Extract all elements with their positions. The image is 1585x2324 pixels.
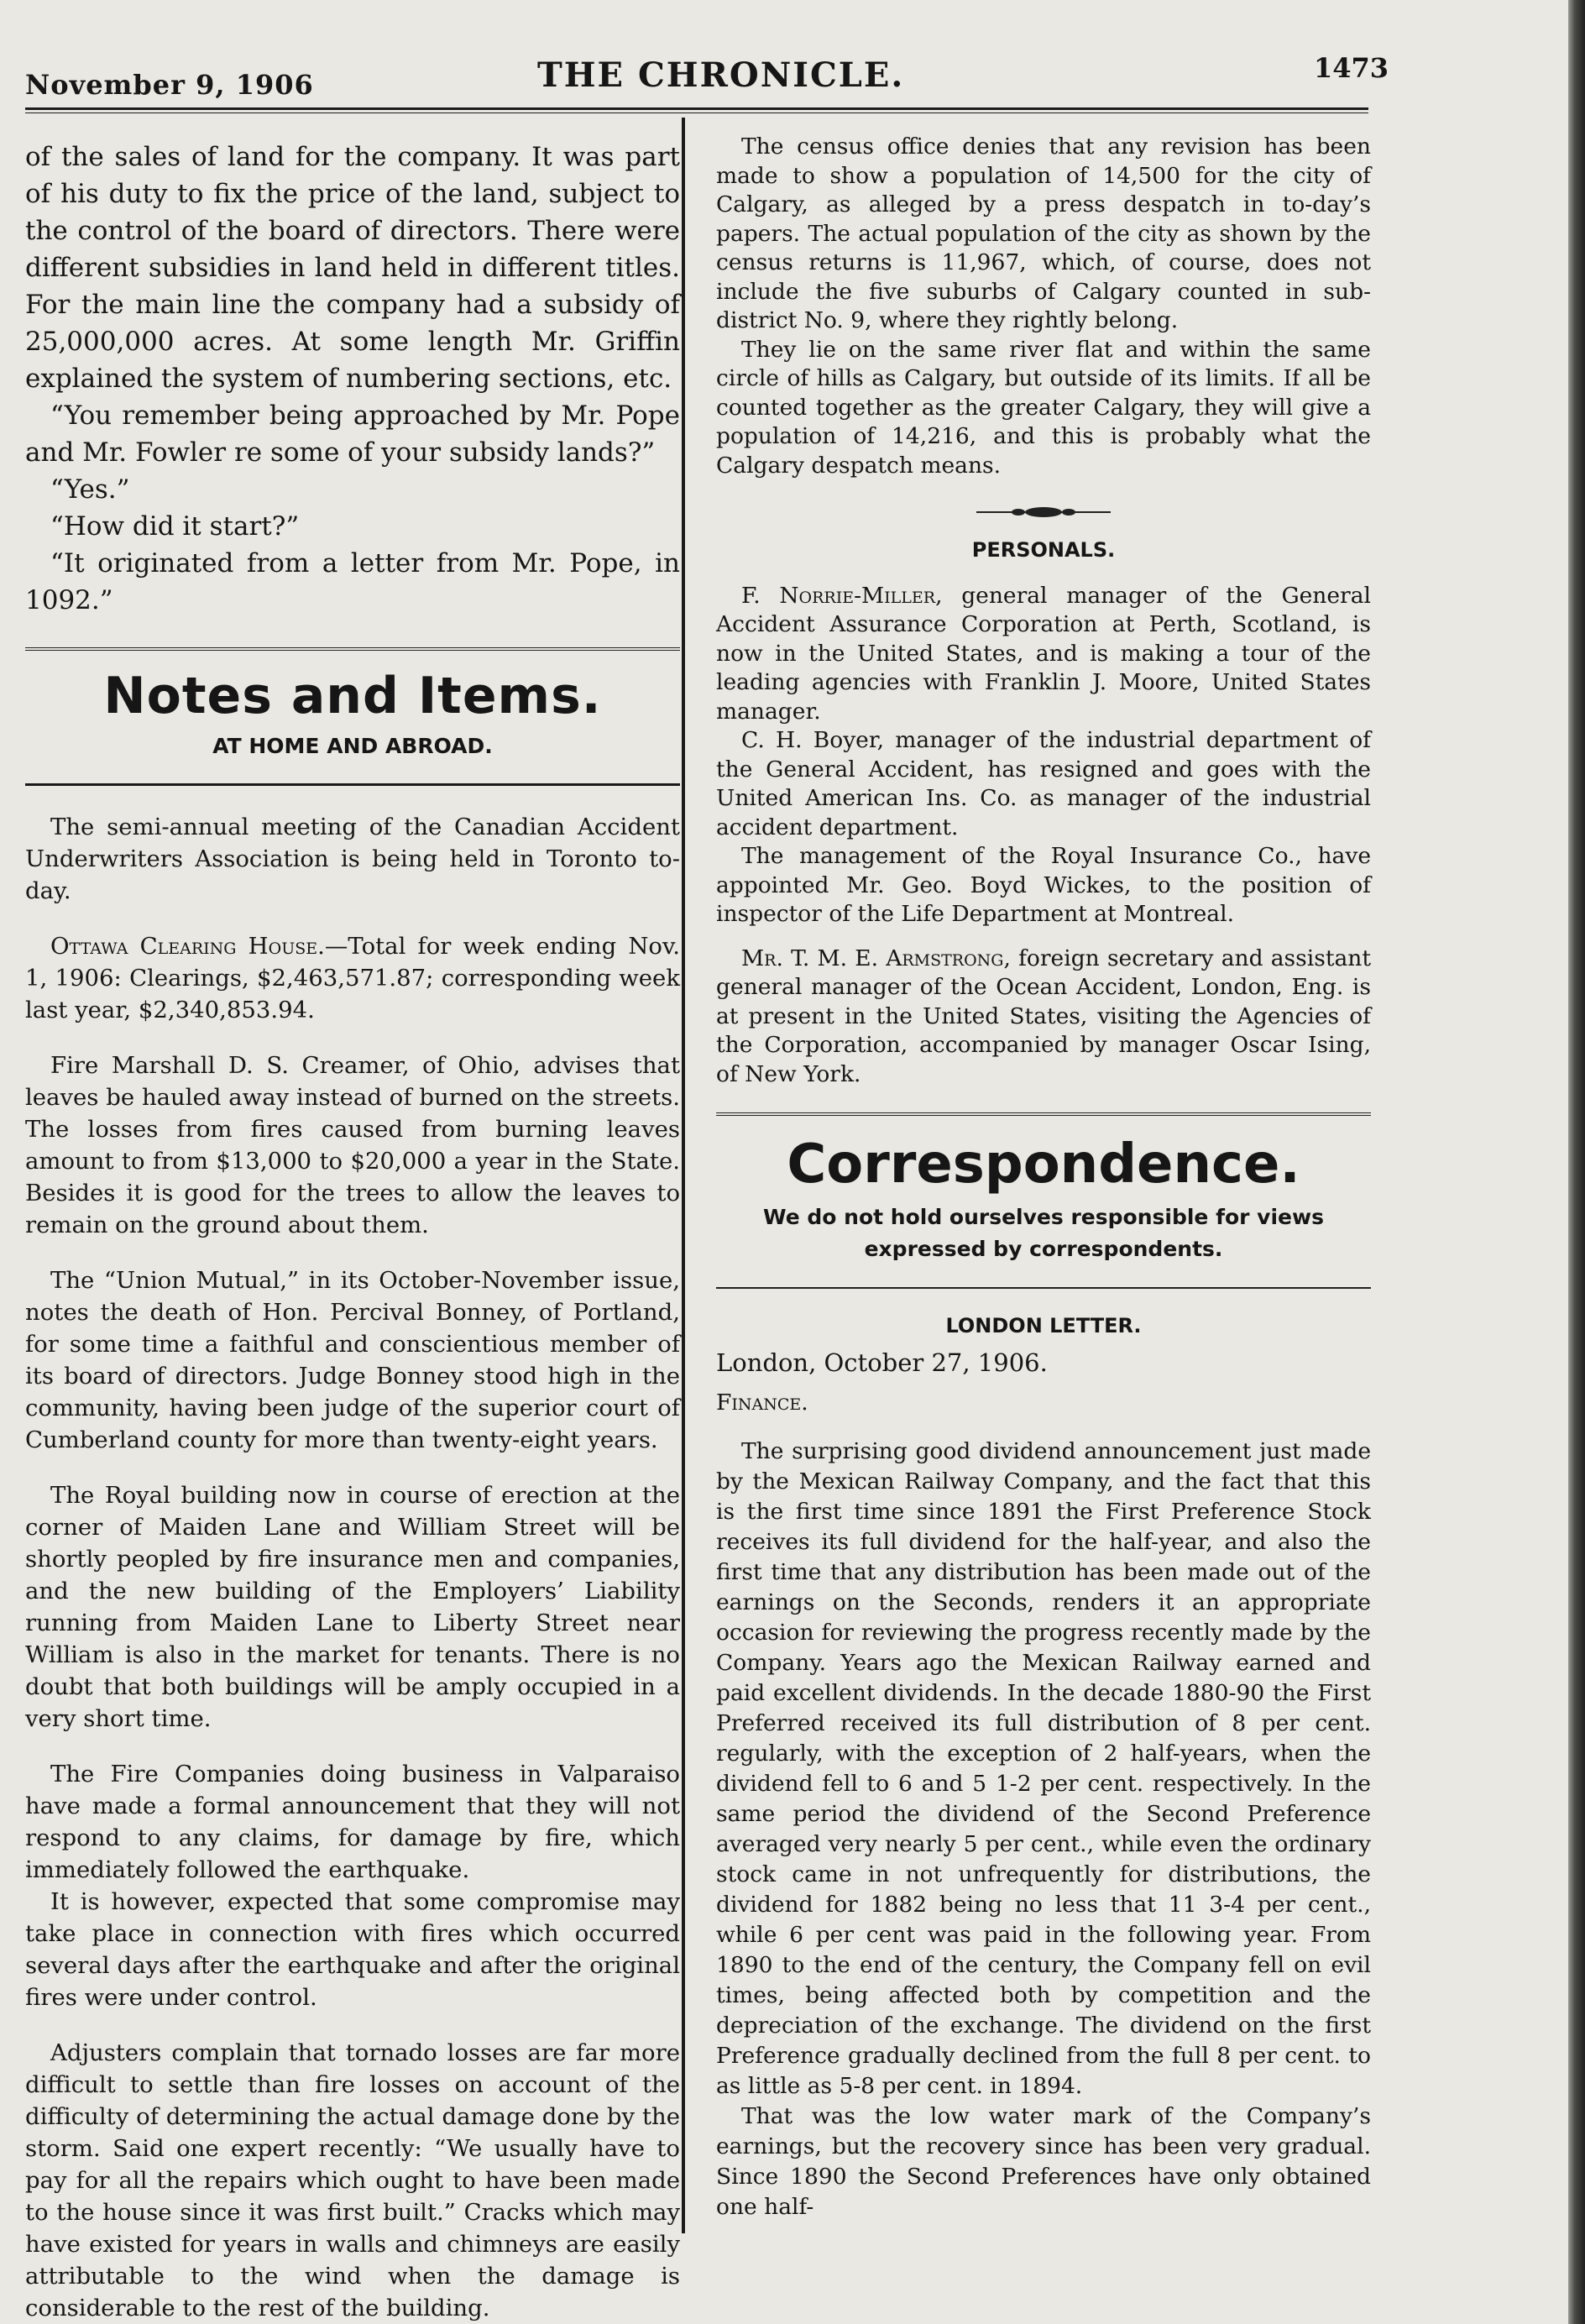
quote-line: “Yes.” [50,474,130,505]
personal-item: C. H. Boyer, manager of the industrial department of the General Accident, has resigned and goes with the United American Ins. Co. as manager of the industrial accident department. [716,727,1371,840]
item-lead: Ottawa Clearing House. [50,933,325,960]
page-edge [1568,0,1585,2324]
news-item [25,930,680,1026]
notes-subheading: AT HOME AND ABROAD. [212,734,493,758]
quote-line: “It originated from a letter from Mr. Pope, in 1092.” [25,548,680,615]
letter-dateline: London, October 27, 1906. [716,1348,1048,1377]
item-lead: Mr. T. M. E. Armstrong, [741,945,1011,971]
news-item: The semi-annual meeting of the Canadian Accident Underwriters Association is being held in Toronto to-day. [25,814,680,904]
news-item: They lie on the same river flat and within the same circle of hills as Calgary, but outside of its limits. If all be counted together as the greater Calgary, they will give a population of 14,216, and this is probably what the Calgary despatch means. [716,336,1371,479]
letter-paragraph: The surprising good dividend announcement just made by the Mexican Railway Company, and the fact that this is the first time since 1891 the First Preference Stock receives its full dividend for the half-year, and also the first time that any distribution has been made out of the earnings on the Seconds, renders it an appropriate occasion for reviewing the progress recently made by the Company. Years ago the Mexican Railway earned and paid excellent dividends. In the decade 1880-90 the First Preferred received its full distribution of 8 per cent. regularly, with the exception of 2 half-years, when the dividend fell to 6 and 5 1-2 per cent. respectively. In the same period the dividend of the Second Preference averaged very nearly 5 per cent., while even the ordinary stock came in not unfrequently for distributions, the dividend for 1882 being no less that 11 3-4 per cent., while 6 per cent was paid in the following year. From 1890 to the end of the century, the Company fell on evil times, being affected both by competition and the depreciation of the exchange. The dividend on the first Preference gradually declined from the full 8 per cent. to as little as 5-8 per cent. in 1894. [716,1438,1371,2099]
personal-item [716,582,1371,727]
issue-date: November 9, 1906 [25,69,314,101]
personal-item: The management of the Royal Insurance Co., have appointed Mr. Geo. Boyd Wickes, to the position of inspector of the Life Department at Montreal. [716,843,1371,927]
news-item: Fire Marshall D. S. Creamer, of Ohio, advises that leaves be hauled away instead of burned on the streets. The losses from fires caused from burning leaves amount to from $13,000 to $20,000 a year in the State. Besides it is good for the trees to allow the leaves to remain on the ground about them. [25,1052,680,1238]
correspondence-disclaimer: We do not hold ourselves responsible for views expressed by correspondents. [763,1205,1324,1261]
ornament-divider [716,499,1371,528]
news-item: Adjusters complain that tornado losses are far more difficult to settle than fire losses on account of the difficulty of determining the actual damage done by the storm. Said one expert recently: “We usually have to pay for all the repairs which ought to have been made to the house since it was first built.” Cracks which may have existed for years in walls and chimneys are easily attributable to the wind when the damage is considerable to the rest of the building. [25,2039,680,2321]
news-item: The Fire Companies doing business in Valparaiso have made a formal announcement that they will not respond to any claims, for damage by fire, which immediately followed the earthquake. [25,1761,680,1883]
masthead-rule [25,107,1368,110]
finance-subheading: Finance. [716,1390,808,1416]
masthead [25,44,1389,102]
section-rule [716,1112,1371,1116]
notes-and-items-heading: Notes and Items. [103,667,602,725]
item-text: —Total for week ending Nov. 1, 1906: Clearings, $2,463,571.87; corresponding week last year, $2,340,853.94. [25,933,680,1023]
personal-item [716,945,1371,1090]
ornament-icon [976,506,1111,518]
quote-line: “You remember being approached by Mr. Pope and Mr. Fowler re some of your subsidy lands?” [25,400,680,468]
correspondence-heading: Correspondence. [787,1133,1300,1196]
item-lead: F. Norrie-Miller, [741,582,943,609]
left-column [25,139,680,2324]
column-divider [682,118,685,2233]
quote-line: “How did it start?” [50,511,300,542]
item-text: general manager of the General Accident Assurance Corporation at Perth, Scotland, is now in the United States, and is making a tour of the leading agencies with Franklin J. Moore, United States manager. [716,582,1371,725]
news-item: The Royal building now in course of erection at the corner of Maiden Lane and William Street will be shortly peopled by fire insurance men and companies, and the new building of the Employers’ Liability running from Maiden Lane to Liberty Street near William is also in the market for tenants. There is no doubt that both buildings will be amply occupied in a very short time. [25,1482,680,1732]
item-text: foreign secretary and assistant general manager of the Ocean Accident, London, Eng. is at present in the United States, visiting the Agencies of the Corporation, accompanied by manager Oscar Ising, of New York. [716,945,1371,1087]
news-item: It is however, expected that some compromise may take place in connection with fires which occurred several days after the earthquake and after the original fires were under control. [25,1888,680,2011]
section-rule [716,1287,1371,1289]
personals-heading: PERSONALS. [971,537,1116,562]
continued-paragraph: of the sales of land for the company. It was part of his duty to fix the price of the land, subject to the control of the board of directors. There were different subsidies in land held in different titles. For the main line the company had a subsidy of 25,000,000 acres. At some length Mr. Griffin explained the system of numbering sections, etc. [25,142,680,394]
page-number: 1473 [1314,52,1389,84]
newspaper-title: THE CHRONICLE. [537,55,905,95]
right-column [716,133,1371,2222]
letter-paragraph: That was the low water mark of the Company’s earnings, but the recovery since has been very gradual. Since 1890 the Second Preferences have only obtained one half- [716,2103,1371,2220]
news-item: The “Union Mutual,” in its October-November issue, notes the death of Hon. Percival Bonney, of Portland, for some time a faithful and conscientious member of its board of directors. Judge Bonney stood high in the community, having been judge of the superior court of Cumberland county for more than twenty-eight years. [25,1267,680,1453]
section-rule [25,647,680,651]
section-rule [25,783,680,786]
news-item: The census office denies that any revision has been made to show a population of 14,500 for the city of Calgary, as alleged by a press despatch in to-day’s papers. The actual population of the city as shown by the census returns is 11,967, which, of course, does not include the five suburbs of Calgary counted in sub-district No. 9, where they rightly belong. [716,133,1371,333]
london-letter-heading: LONDON LETTER. [945,1314,1142,1337]
